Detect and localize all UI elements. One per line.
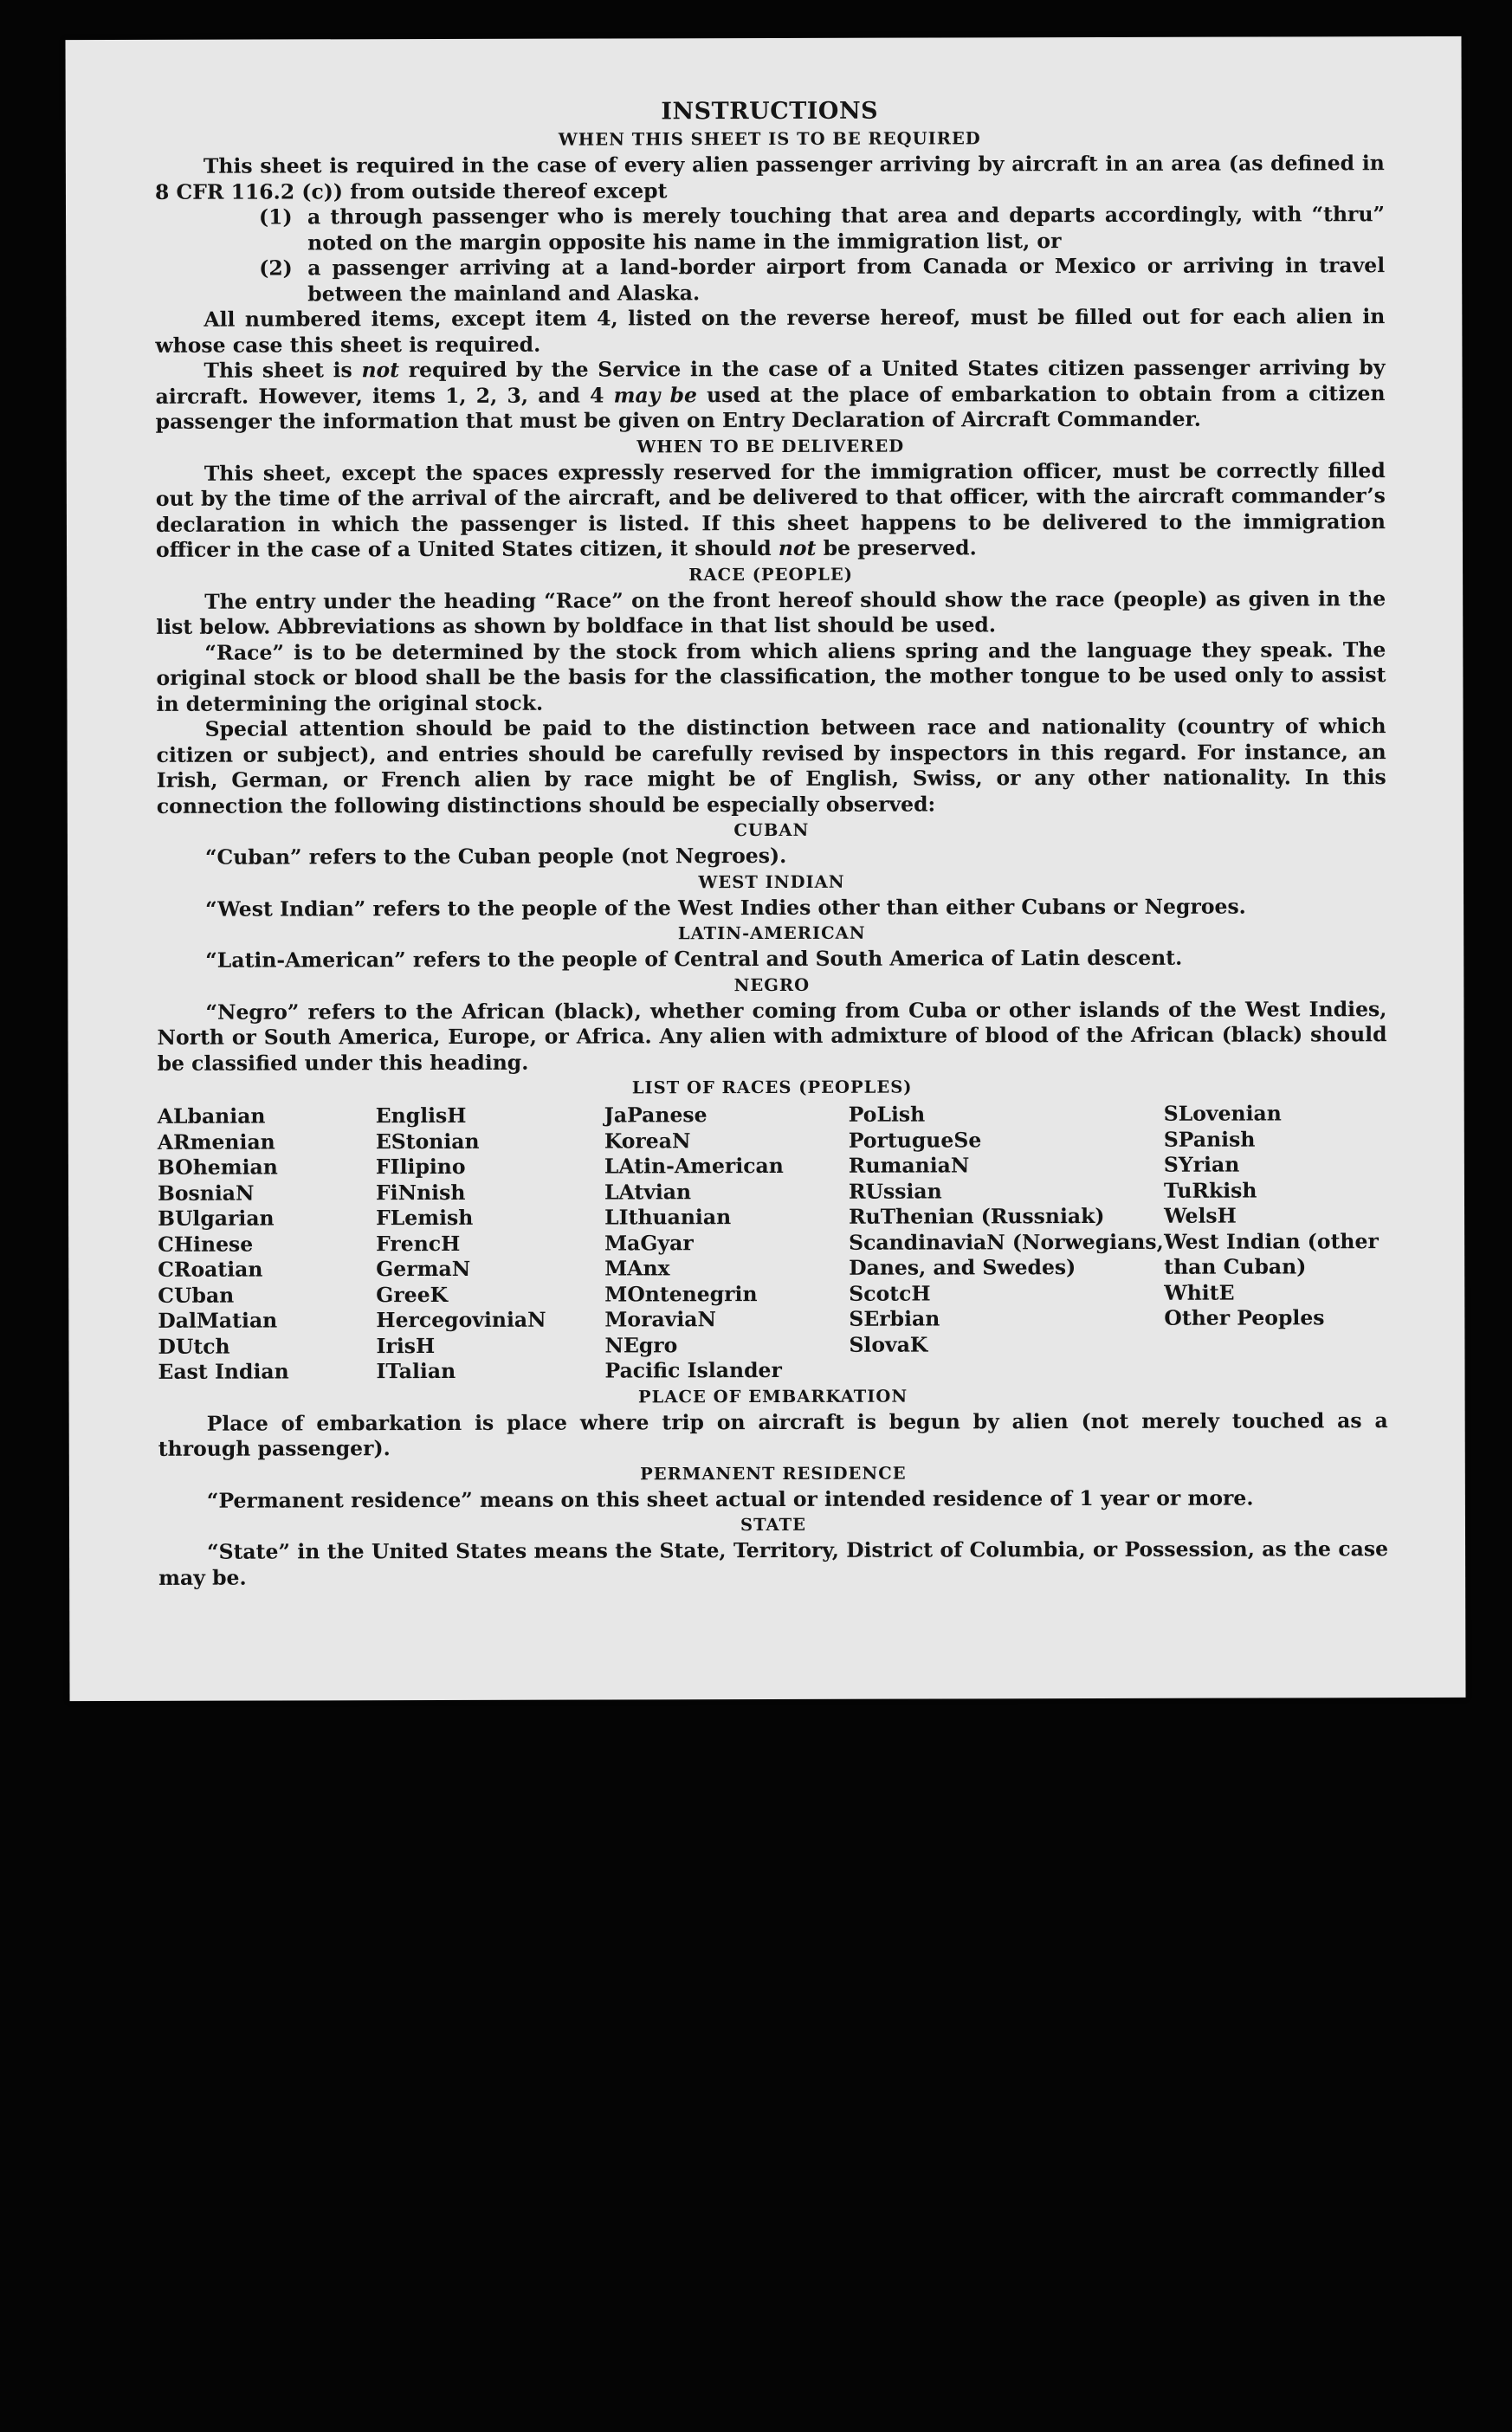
- race-item: Other Peoples: [1164, 1305, 1325, 1330]
- race-item: MAnx: [604, 1256, 670, 1281]
- race-item: ScandinaviaN (Norwegians, Danes, and Swedes): [849, 1229, 1164, 1280]
- race-item: ALbanian: [157, 1103, 266, 1129]
- race-item: DalMatian: [158, 1308, 278, 1333]
- page-title: INSTRUCTIONS: [661, 97, 879, 126]
- heading-state: STATE: [740, 1514, 806, 1536]
- races-column-3: [604, 1103, 850, 1384]
- race-item: GermaN: [376, 1256, 471, 1282]
- race-item: MoraviaN: [604, 1307, 716, 1332]
- race-item: EnglisH: [375, 1103, 467, 1129]
- heading-list-of-races: LIST OF RACES (PEOPLES): [631, 1077, 913, 1098]
- race-item: East Indian: [158, 1359, 289, 1384]
- race-item: CHinese: [158, 1232, 254, 1257]
- latin-american-text: “Latin-American” refers to the people of Central and South America of Latin descent.: [205, 945, 1183, 973]
- race-paragraph-3: Special attention should be paid to the distinction between race and nationality (country of which citizen or subject), and entries should be carefully revised by inspectors in this regard. For instance, an Irish, German, or French alien by race might be of English, Swiss, or any other nationality. In this connection the following distinctions should be especially observed:: [156, 714, 1386, 818]
- heading-required: WHEN THIS SHEET IS TO BE REQUIRED: [558, 128, 981, 150]
- embarkation-text: Place of embarkation is place where trip on aircraft is begun by alien (not merely touched as a through passenger).: [158, 1407, 1388, 1461]
- required-item-2: [155, 253, 1385, 307]
- race-item: KoreaN: [604, 1128, 691, 1153]
- race-item: BOhemian: [157, 1155, 278, 1180]
- residence-text: “Permanent residence” means on this sheet actual or intended residence of 1 year or more.: [206, 1485, 1254, 1513]
- delivered-paragraph: [156, 458, 1386, 564]
- text-run: This sheet is: [204, 358, 362, 383]
- heading-cuban: CUBAN: [733, 819, 810, 841]
- race-item: RumaniaN: [848, 1153, 970, 1178]
- race-item: TuRkish: [1163, 1178, 1257, 1203]
- item-number: (2): [259, 255, 293, 281]
- race-item: PortugueSe: [848, 1127, 982, 1153]
- race-item: IrisH: [376, 1333, 436, 1358]
- race-paragraph-2: “Race” is to be determined by the stock from which aliens spring and the language they speak. The original stock or blood shall be the basis for the classification, the mother tongue to be used only to assist in determining the original stock.: [156, 637, 1386, 716]
- race-item: MaGyar: [604, 1230, 694, 1255]
- item-text: a passenger arriving at a land-border airport from Canada or Mexico or arriving in travel between the mainland and Alaska.: [307, 253, 1386, 306]
- text-run: used at the place of embarkation to obtain from a citizen passenger the information that must be given on Entry Declaration of Aircraft Commander.: [155, 380, 1386, 434]
- race-item: NEgro: [604, 1332, 678, 1357]
- race-item: ITalian: [376, 1358, 456, 1384]
- negro-text: “Negro” refers to the African (black), whether coming from Cuba or other islands of the West Indies, North or South America, Europe, or Africa. Any alien with admixture of blood of the African (black) should be classified under this heading.: [157, 996, 1387, 1076]
- heading-embarkation: PLACE OF EMBARKATION: [637, 1386, 908, 1407]
- race-item: FLemish: [376, 1205, 474, 1231]
- race-item: BosniaN: [157, 1180, 255, 1206]
- required-item-1: [155, 202, 1385, 256]
- race-item: BUlgarian: [158, 1206, 275, 1231]
- race-item: GreeK: [376, 1282, 449, 1307]
- document-page: [65, 36, 1465, 1701]
- race-item: LAtin-American: [604, 1153, 784, 1179]
- race-item: RUssian: [848, 1178, 942, 1204]
- race-item: JaPanese: [604, 1103, 708, 1128]
- required-paragraph-2: All numbered items, except item 4, listed on the reverse hereof, must be filled out for each alien in whose case this sheet is required.: [155, 304, 1386, 358]
- heading-delivered: WHEN TO BE DELIVERED: [636, 436, 905, 456]
- text-run-italic: may be: [613, 382, 698, 407]
- race-item: WhitE: [1164, 1280, 1235, 1305]
- item-number: (1): [258, 204, 293, 230]
- race-item: CRoatian: [158, 1257, 263, 1282]
- state-text: “State” in the United States means the State, Territory, District of Columbia, or Possession, as the case may be.: [158, 1536, 1389, 1590]
- race-item: West Indian (other than Cuban): [1164, 1228, 1379, 1279]
- race-item: CUban: [158, 1283, 235, 1308]
- race-item: WelsH: [1164, 1203, 1237, 1228]
- heading-negro: NEGRO: [733, 974, 811, 995]
- race-item: SLovenian: [1163, 1101, 1282, 1126]
- text-run: be preserved.: [816, 535, 977, 560]
- text-run-italic: not: [778, 535, 817, 560]
- races-column-4: [849, 1102, 1165, 1383]
- race-item: Pacific Islander: [604, 1357, 782, 1383]
- instructions-content: [155, 95, 1389, 1591]
- race-item: SPanish: [1163, 1127, 1256, 1152]
- races-list: [158, 1101, 1388, 1385]
- race-item: HercegoviniaN: [376, 1307, 546, 1333]
- required-paragraph-1: This sheet is required in the case of every alien passenger arriving by aircraft in an area (as defined in 8 CFR 116.2 (c)) from outside thereof except: [154, 151, 1385, 204]
- west-indian-text: “West Indian” refers to the people of the West Indies other than either Cubans or Negroes.: [205, 894, 1246, 922]
- text-run-italic: not: [361, 358, 400, 383]
- cuban-text: “Cuban” refers to the Cuban people (not Negroes).: [204, 843, 787, 870]
- item-text: a through passenger who is merely touching that area and departs accordingly, with “thru” noted on the margin opposite his name in the immigration list, or: [307, 202, 1386, 255]
- race-item: SYrian: [1163, 1152, 1240, 1177]
- race-item: DUtch: [158, 1334, 230, 1359]
- race-item: ARmenian: [157, 1129, 275, 1155]
- race-item: ScotcH: [849, 1281, 931, 1306]
- race-item: FIlipino: [375, 1154, 466, 1180]
- heading-west-indian: WEST INDIAN: [698, 871, 845, 892]
- race-item: MOntenegrin: [604, 1281, 758, 1306]
- races-column-1: [158, 1103, 377, 1385]
- heading-latin-american: LATIN-AMERICAN: [677, 922, 866, 944]
- race-item: PoLish: [848, 1102, 926, 1127]
- races-column-5: [1164, 1101, 1388, 1382]
- text-run: required by the Service in the case of a United States citizen passenger arriving by aircraft. However, items 1, 2, 3, and 4: [155, 355, 1386, 409]
- race-paragraph-1: The entry under the heading “Race” on the front hereof should show the race (people) as given in the list below. Abbreviations as shown by boldface in that list should be used.: [156, 585, 1386, 639]
- race-item: SErbian: [849, 1306, 940, 1331]
- heading-race: RACE (PEOPLE): [688, 564, 853, 585]
- race-item: FiNnish: [375, 1180, 466, 1205]
- races-column-2: [376, 1103, 605, 1384]
- race-item: SlovaK: [849, 1332, 928, 1357]
- race-item: FrencH: [376, 1231, 461, 1256]
- text-run: This sheet, except the spaces expressly reserved for the immigration officer, must be correctly filled out by the time of the arrival of the aircraft, and be delivered to that officer, with the aircraft commander’s declaration in which the passenger is listed. If this sheet happens to be delivered to the immigration officer in the case of a United States citizen, it should: [155, 457, 1386, 562]
- race-item: LIthuanian: [604, 1205, 732, 1230]
- race-item: EStonian: [375, 1129, 480, 1154]
- heading-permanent-residence: PERMANENT RESIDENCE: [640, 1463, 907, 1484]
- required-paragraph-3: [155, 355, 1385, 435]
- race-item: LAtvian: [604, 1179, 692, 1204]
- race-item: RuThenian (Russniak): [849, 1203, 1105, 1229]
